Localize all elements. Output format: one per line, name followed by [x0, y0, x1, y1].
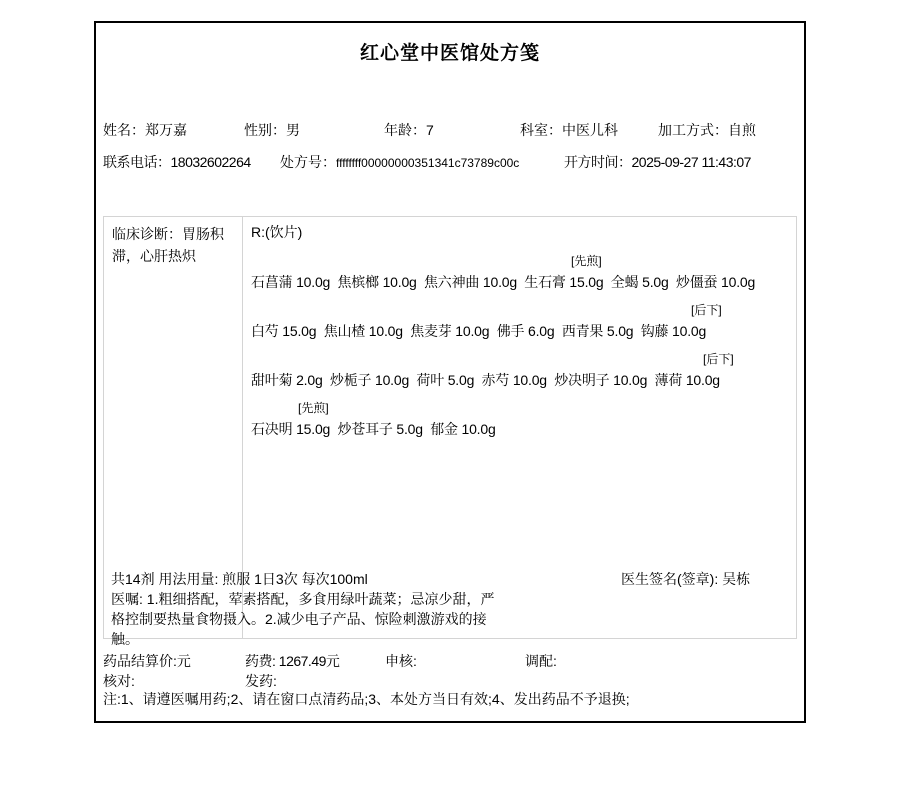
decoct-tag: [先煎] [571, 254, 602, 268]
issue-time-field: 开方时间：2025-09-27 11:43:07 [564, 154, 751, 170]
settle-price-field: 药品结算价:元 [103, 653, 191, 669]
rx-header: R:(饮片) [251, 224, 303, 240]
prescription-box [103, 216, 797, 647]
medicine-line: 甜叶菊 2.0g 炒栀子 10.0g 荷叶 5.0g 赤芍 10.0g 炒决明子 10.0g 薄荷 10.0g [251, 372, 720, 388]
prescription-no-value: ffffffff00000000351341c73789c00c [336, 156, 520, 170]
phone-field: 联系电话：18032602264 [103, 154, 251, 170]
audit-field: 申核: [385, 653, 417, 669]
doctor-signature: 医生签名(签章): 吴栋 [621, 571, 751, 587]
patient-name-field: 姓名：郑万嘉 [103, 122, 187, 138]
issue-med-field: 发药: [245, 673, 277, 689]
medicine-line: 石菖蒲 10.0g 焦槟榔 10.0g 焦六神曲 10.0g 生石膏 15.0g 全蝎 5.0g 炒僵蚕 10.0g [251, 274, 756, 290]
clinic-title: 红心堂中医馆处方笺 [359, 43, 540, 64]
decoct-tag: [后下] [691, 303, 722, 317]
dispense-prep-field: 调配: [525, 653, 557, 669]
fee-field: 药费: 1267.49元 [245, 653, 340, 669]
medicine-line: 白芍 15.0g 焦山楂 10.0g 焦麦芽 10.0g 佛手 6.0g 西青果 5.0g 钩藤 10.0g [251, 323, 707, 339]
clinical-diagnosis: 临床诊断：胃肠积滞，心肝热炽 [104, 217, 243, 638]
processing-method-field: 加工方式：自煎 [658, 122, 756, 138]
bottom-note: 注:1、请遵医嘱用药;2、请在窗口点清药品;3、本处方当日有效;4、发出药品不予退换; [103, 691, 630, 707]
decoct-tag: [后下] [703, 352, 734, 366]
prescription-no-label: 处方号： [280, 154, 336, 170]
dosage-usage: 共14剂 用法用量: 煎服 1日3次 每次100ml [111, 571, 368, 587]
rx-footer [111, 569, 792, 649]
prescription-sheet [94, 21, 806, 723]
check-field: 核对: [103, 673, 135, 689]
decoct-tag: [先煎] [298, 401, 329, 415]
medical-advice: 医嘱: 1.粗细搭配，荤素搭配，多食用绿叶蔬菜；忌凉少甜，严格控制要热量食物摄入。2.减少电子产品、惊险刺激游戏的接触。 [111, 591, 495, 647]
medicine-line: 石决明 15.0g 炒苍耳子 5.0g 郁金 10.0g [251, 421, 496, 437]
prescription-no-field [280, 152, 519, 172]
department-field: 科室：中医儿科 [520, 122, 618, 138]
patient-gender-field: 性别：男 [244, 122, 300, 138]
patient-age-field: 年龄：7 [384, 122, 434, 138]
